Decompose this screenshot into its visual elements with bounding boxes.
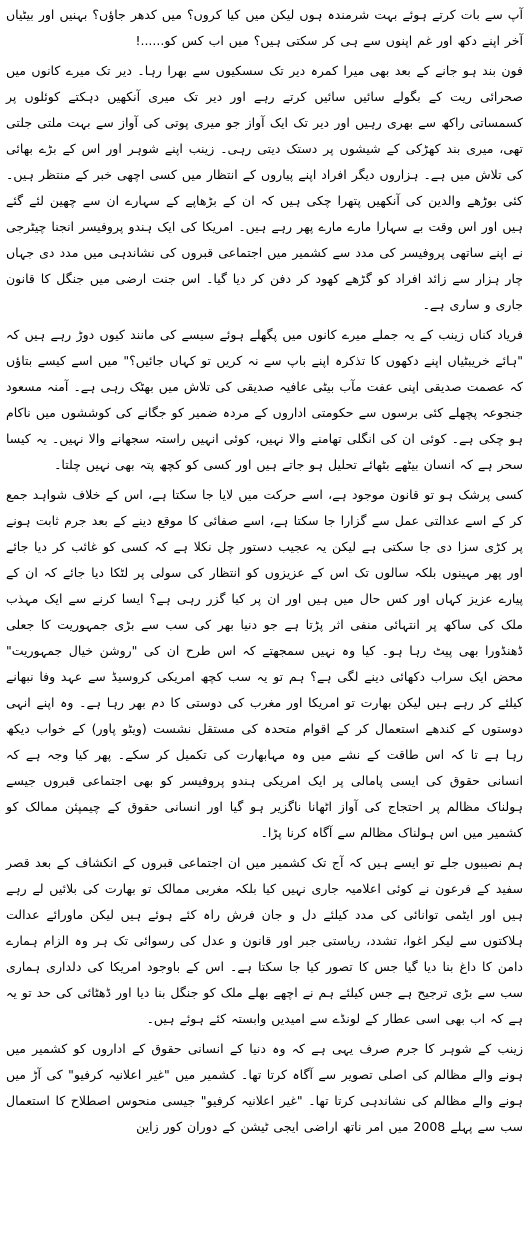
article-paragraph: فون بند ہو جانے کے بعد بھی میرا کمرہ دیر تک سسکیوں سے بھرا رہا۔ دیر تک میرے کانوں میں صحرائی ریت کے بگولے سائیں سائیں کرتے رہے اور دیر تک میری آنکھیں دہکتے کوئلوں پر کسمساتی راکھ سے بھری رہیں اور دیر تک ایک آواز جو میری پوتی کی آواز سے بہت ملتی جلتی تھی، میری بند کھڑکی کے شیشوں پر دستک دیتی رہی۔ زینب اپنے شوہر اور اس کے بڑے بھائی کی تلاش میں ہے۔ ہزاروں دیگر افراد اپنے پیاروں کے انتظار میں کسی اچھی خبر کے منتظر ہیں۔ کئی بوڑھے والدین کی آنکھیں پتھرا چکی ہیں کہ ان کے بڑھاپے کے سہارے ان سے چھین لئے گئے ہیں اور اس وقت بے سہارا مارے مارے پھر رہے ہیں۔ امریکا کی ایک ہندو پروفیسر انجنا چیٹرجی نے اپنے ساتھی پروفیسر کی مدد سے کشمیر میں اجتماعی قبروں کی نشاندہی میں مدد دی جہاں چار ہزار سے زائد افراد کو گڑھے کھود کر دفن کر دیا گیا۔ اس جنت ارضی میں جنگل کا قانون جاری و ساری ہے۔	[6, 63, 523, 312]
article-paragraph: کسی پرشک ہو تو قانون موجود ہے، اسے حرکت میں لایا جا سکتا ہے، اس کے خلاف شواہد جمع کر کے اسے عدالتی عمل سے گزارا جا سکتا ہے، اسے صفائی کا موقع دینے کے بعد جرم ثابت ہونے پر کڑی سزا دی جا سکتی ہے لیکن یہ عجیب دستور چل نکلا ہے کہ کسی کو غائب کر دیا جائے اور پھر مہینوں بلکہ سالوں تک اس کے عزیزوں کو انتظار کی سولی پر لٹکا دیا جائے کہ ان کے پیارے عزیز کہاں اور کس حال میں ہیں اور ان پر کیا گزر رہی ہے؟ ایسا کرنے سے ایک مہذب ملک کی ساکھ پر انتہائی منفی اثر پڑتا ہے جو دنیا بھر کی سب سے بڑی جمہوریت کا جعلی ڈھنڈورا بھی پیٹ رہا ہو۔ کیا وہ نہیں سمجھتے کہ اس طرح ان کی "روشن خیال جمہوریت" محض ایک سراب دکھائی دینے لگی ہے؟ ہم تو یہ سب کچھ امریکی کروسیڈ سے عہد وفا نبھانے کیلئے کر رہے ہیں لیکن بھارت تو امریکا اور مغرب کی دوستی کا دم بھر رہا ہے۔ وہ اپنے انہی دوستوں کے کندھے استعمال کر کے اقوام متحدہ کی مستقل نشست (ویٹو پاور) کے خواب دیکھ رہا ہے تا کہ اس طاقت کے نشے میں وہ مہابھارت کی تکمیل کر سکے۔ پھر کیا وجہ ہے کہ انسانی حقوق کی ایسی پامالی پر ایک امریکی ہندو پروفیسر کو بھی اجتماعی قبروں جیسے ہولناک مظالم پر احتجاج کی آواز اٹھانا ناگزیر ہو گیا اور انسانی حقوق کے چیمپئن ممالک کو کشمیر میں اس ہولناک مظالم سے آگاہ کرنا پڑا۔	[6, 487, 523, 840]
article-paragraph: ہم نصیبوں جلے تو ایسے ہیں کہ آج تک کشمیر میں ان اجتماعی قبروں کے انکشاف کے بعد قصر سفید کے فرعون نے کوئی اعلامیہ جاری نہیں کیا بلکہ مغربی ممالک تو بھارت کی بلائیں لے رہے ہیں اور ایٹمی توانائی کی مدد کیلئے دل و جان فرش راہ کئے ہوئے ہیں لیکن ماورائے عدالت ہلاکتوں سے لیکر اغوا، تشدد، ریاستی جبر اور قانون و عدل کی رسوائی تک ہر وہ الزام ہمارے دامن کا داغ بنا دیا گیا جس کا تصور کیا جا سکتا ہے۔ اس کے باوجود امریکا کی دلداری ہماری سب سے بڑی ترجیح ہے جس کیلئے ہم نے اچھے بھلے ملک کو جنگل بنا دیا اور ڈھٹائی کی حد تو یہ ہے کہ اب بھی اسی عطار کے لونڈے سے امیدیں وابستہ کئے ہوئے ہیں۔	[6, 855, 523, 1026]
article-paragraph: فریاد کناں زینب کے یہ جملے میرے کانوں میں پگھلے ہوئے سیسے کی مانند کیوں دوڑ رہے ہیں کہ "ہائے خریبٹیاں اپنے دکھوں کا تذکرہ اپنے باپ سے نہ کریں تو کہاں جائیں؟" میں اسے کیسے بتاؤں کہ عصمت صدیقی اپنی عفت مآب بیٹی عافیہ صدیقی کی تلاش میں بھٹک رہی ہے۔ آمنہ مسعود جنجوعہ پچھلے کئی برسوں سے حکومتی اداروں کے مردہ ضمیر کو جگانے کی کوششوں میں ناکام ہو چکی ہے۔ کوئی ان کی انگلی تھامنے والا نہیں، کوئی انہیں راستہ سجھانے والا نہیں۔ یہ کیسا سحر ہے کہ انسان بیٹھے بٹھائے تحلیل ہو جاتے ہیں اور کسی کو کچھ پتہ بھی نہیں چلتا۔	[6, 327, 523, 472]
article-paragraph: زینب کے شوہر کا جرم صرف یہی ہے کہ وہ دنیا کے انسانی حقوق کے اداروں کو کشمیر میں ہونے والے مظالم کی اصلی تصویر سے آگاہ کرتا تھا۔ کشمیر میں "غیر اعلانیہ کرفیو" کی آڑ میں ہونے والے مظالم کی نشاندہی کرتا تھا۔ "غیر اعلانیہ کرفیو" جیسی منحوس اصطلاح کا استعمال سب سے پہلے 2008 میں امر ناتھ اراضی ایجی ٹیشن کے دوران کور زاین	[6, 1041, 523, 1134]
article-paragraph: آپ سے بات کرتے ہوئے بہت شرمندہ ہوں لیکن میں کیا کروں؟ میں کدھر جاؤں؟ بہنیں اور بیٹیاں آخر اپنے دکھ اور غم اپنوں سے ہی کر سکتی ہیں؟ میں اب کس کو......!	[6, 7, 523, 48]
